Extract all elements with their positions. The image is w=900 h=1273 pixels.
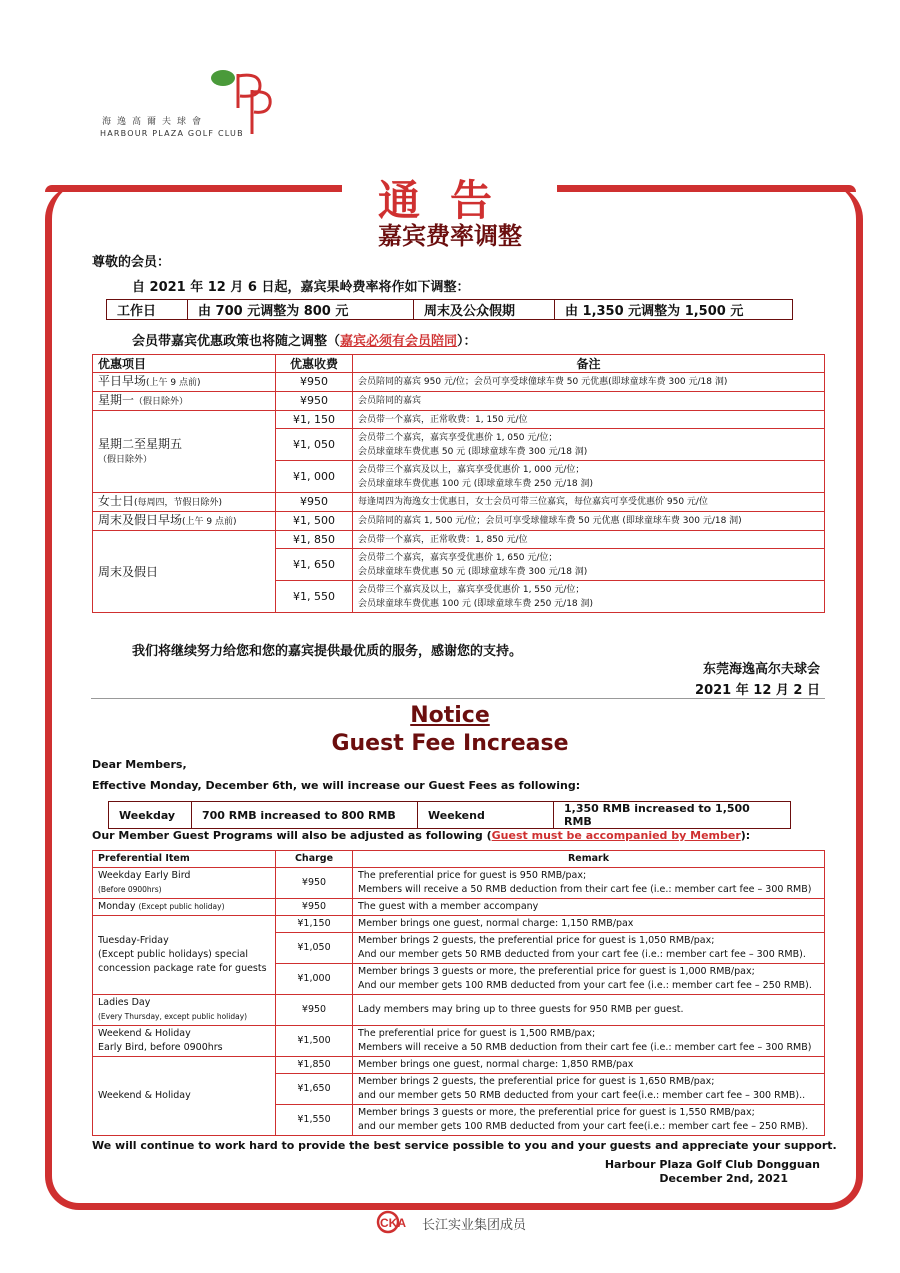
date-cn: 2021 年 12 月 2 日 <box>695 683 820 698</box>
row-charge: ¥1, 850 <box>276 531 353 549</box>
row-charge: ¥1, 650 <box>276 549 353 581</box>
row-remark: 会员带一个嘉宾，正常收费：1, 150 元/位 <box>353 411 825 429</box>
rate-weekend-label-en: Weekend <box>418 802 554 829</box>
row-charge: ¥950 <box>276 995 353 1026</box>
row-remark: Member brings one guest, normal charge: 1,850 RMB/pax <box>353 1057 825 1074</box>
row-label: 星期二至星期五 （假日除外） <box>93 411 276 493</box>
row-charge: ¥1, 050 <box>276 429 353 461</box>
policy-red-en: Guest must be accompanied by Member <box>491 829 741 842</box>
row-remark: 每逢周四为海逸女士优惠日，女士会员可带三位嘉宾，每位嘉宾可享受优惠价 950 元/位 <box>353 493 825 512</box>
table-header-charge: 优惠收费 <box>276 355 353 373</box>
policy-post-cn: ）： <box>457 334 477 349</box>
footer <box>376 1210 536 1234</box>
cka-logo-text: CKA <box>380 1216 406 1230</box>
row-charge: ¥1,850 <box>276 1057 353 1074</box>
rate-weekend-label: 周末及公众假期 <box>414 300 555 320</box>
row-charge: ¥1,000 <box>276 964 353 995</box>
rate-weekend-value-en: 1,350 RMB increased to 1,500 RMB <box>554 802 791 829</box>
policy-line-en <box>92 829 750 842</box>
row-remark: Member brings 2 guests, the preferential price for guest is 1,050 RMB/pax; And our member gets 50 RMB deducted from your cart fee (i.e.: member cart fee – 300 RMB). <box>353 933 825 964</box>
rate-weekday-label: 工作日 <box>107 300 188 320</box>
row-charge: ¥1,650 <box>276 1074 353 1105</box>
row-label: Monday (Except public holiday) <box>93 899 276 916</box>
closing-cn: 我们将继续努力给您和您的嘉宾提供最优质的服务，感谢您的支持。 <box>132 644 523 659</box>
rate-weekday-value: 由 700 元调整为 800 元 <box>188 300 414 320</box>
greeting-cn: 尊敬的会员： <box>92 255 171 270</box>
row-remark: 会员带二个嘉宾，嘉宾享受优惠价 1, 050 元/位； 会员球童球车费优惠 50 元 (即球童球车费 300 元/18 洞) <box>353 429 825 461</box>
policy-pre-cn: 会员带嘉宾优惠政策也将随之调整（ <box>132 334 341 349</box>
row-remark: Lady members may bring up to three guests for 950 RMB per guest. <box>353 995 825 1026</box>
table-row <box>93 868 825 899</box>
row-remark: 会员带一个嘉宾，正常收费：1, 850 元/位 <box>353 531 825 549</box>
footer-text: 长江实业集团成员 <box>422 1218 527 1233</box>
table-row <box>93 899 825 916</box>
table-row <box>93 411 825 429</box>
row-charge: ¥950 <box>276 392 353 411</box>
table-header-charge-en: Charge <box>276 851 353 868</box>
row-remark: Member brings one guest, normal charge: 1,150 RMB/pax <box>353 916 825 933</box>
signature-cn: 东莞海逸高尔夫球会 <box>702 662 820 677</box>
row-charge: ¥1, 000 <box>276 461 353 493</box>
signature-en: Harbour Plaza Golf Club Dongguan <box>604 1158 820 1171</box>
row-remark: The preferential price for guest is 1,500 RMB/pax; Members will receive a 50 RMB deduction from their cart fee (i.e.: member cart fee – 300 RMB) <box>353 1026 825 1057</box>
cka-logo-icon <box>376 1210 418 1234</box>
row-charge: ¥950 <box>276 373 353 392</box>
row-charge: ¥950 <box>276 868 353 899</box>
logo-english-text: HARBOUR PLAZA GOLF CLUB <box>100 129 244 138</box>
policy-post-en: ): <box>740 829 751 842</box>
row-remark: The guest with a member accompany <box>353 899 825 916</box>
policy-line-cn <box>132 330 477 349</box>
intro-cn: 自 2021 年 12 月 6 日起，嘉宾果岭费率将作如下调整： <box>132 280 470 295</box>
rate-table-en <box>108 801 791 829</box>
rate-weekend-value: 由 1,350 元调整为 1,500 元 <box>555 300 793 320</box>
row-charge: ¥950 <box>276 493 353 512</box>
row-label: 女士日(每周四，节假日除外) <box>93 493 276 512</box>
row-remark: The preferential price for guest is 950 RMB/pax; Members will receive a 50 RMB deduction from their cart fee (i.e.: member cart fee – 300 RMB) <box>353 868 825 899</box>
row-label: Weekday Early Bird (Before 0900hrs) <box>93 868 276 899</box>
row-charge: ¥1,150 <box>276 916 353 933</box>
intro-en: Effective Monday, December 6th, we will increase our Guest Fees as following: <box>92 779 581 792</box>
table-row <box>93 1026 825 1057</box>
date-en: December 2nd, 2021 <box>659 1172 788 1185</box>
row-label: Ladies Day (Every Thursday, except public holiday) <box>93 995 276 1026</box>
row-charge: ¥950 <box>276 899 353 916</box>
notice-title-en: Notice <box>410 703 490 728</box>
notice-title-cn: 通告 <box>377 176 522 225</box>
row-label: 周末及假日 <box>93 531 276 613</box>
row-remark: 会员陪同的嘉宾 1, 500 元/位；会员可享受球僮球车费 50 元优惠 (即球童球车费 300 元/18 洞) <box>353 512 825 531</box>
rate-weekday-label-en: Weekday <box>109 802 192 829</box>
row-label: Tuesday-Friday (Except public holidays) special concession package rate for guests <box>93 916 276 995</box>
table-header-remark: 备注 <box>353 355 825 373</box>
row-remark: 会员陪同的嘉宾 <box>353 392 825 411</box>
section-divider <box>91 698 825 699</box>
row-label: 周末及假日早场(上午 9 点前) <box>93 512 276 531</box>
row-remark: Member brings 2 guests, the preferential price for guest is 1,650 RMB/pax; and our member gets 50 RMB deducted from your cart fee(i.e.: member cart fee – 300 RMB).. <box>353 1074 825 1105</box>
row-charge: ¥1, 550 <box>276 581 353 613</box>
table-row <box>93 1057 825 1074</box>
table-row <box>93 512 825 531</box>
row-label: 平日早场(上午 9 点前) <box>93 373 276 392</box>
greeting-en: Dear Members, <box>92 758 187 771</box>
row-remark: 会员带三个嘉宾及以上，嘉宾享受优惠价 1, 000 元/位； 会员球童球车费优惠 100 元 (即球童球车费 250 元/18 洞) <box>353 461 825 493</box>
table-row <box>93 916 825 933</box>
row-label: Weekend & Holiday <box>93 1057 276 1136</box>
closing-en: We will continue to work hard to provide the best service possible to you and your guests and appreciate your support. <box>92 1139 837 1152</box>
row-remark: Member brings 3 guests or more, the preferential price for guest is 1,550 RMB/pax; and our member gets 100 RMB deducted from your cart fee(i.e.: member cart fee – 250 RMB). <box>353 1105 825 1136</box>
notice-subtitle-cn: 嘉宾费率调整 <box>378 222 522 250</box>
row-charge: ¥1,550 <box>276 1105 353 1136</box>
table-row <box>93 493 825 512</box>
policy-red-cn: 嘉宾必须有会员陪同 <box>340 334 458 349</box>
row-charge: ¥1, 500 <box>276 512 353 531</box>
row-charge: ¥1,500 <box>276 1026 353 1057</box>
guest-fee-table-cn <box>92 354 825 613</box>
guest-fee-table-en <box>92 850 825 1136</box>
row-label: Weekend & Holiday Early Bird, before 0900hrs <box>93 1026 276 1057</box>
row-charge: ¥1, 150 <box>276 411 353 429</box>
notice-subtitle-en: Guest Fee Increase <box>331 731 569 756</box>
row-remark: 会员带二个嘉宾，嘉宾享受优惠价 1, 650 元/位； 会员球童球车费优惠 50 元 (即球童球车费 300 元/18 洞) <box>353 549 825 581</box>
row-remark: 会员带三个嘉宾及以上，嘉宾享受优惠价 1, 550 元/位； 会员球童球车费优惠 100 元 (即球童球车费 250 元/18 洞) <box>353 581 825 613</box>
rate-table-cn <box>106 299 793 320</box>
table-row <box>93 392 825 411</box>
row-label: 星期一（假日除外） <box>93 392 276 411</box>
logo-chinese-text: 海逸高爾夫球會 <box>102 117 208 127</box>
table-header-item: 优惠项目 <box>93 355 276 373</box>
table-row <box>93 995 825 1026</box>
table-row <box>93 531 825 549</box>
policy-pre-en: Our Member Guest Programs will also be adjusted as following ( <box>92 829 492 842</box>
table-row <box>93 373 825 392</box>
row-charge: ¥1,050 <box>276 933 353 964</box>
rate-weekday-value-en: 700 RMB increased to 800 RMB <box>192 802 418 829</box>
table-header-item-en: Preferential Item <box>93 851 276 868</box>
row-remark: 会员陪同的嘉宾 950 元/位；会员可享受球僮球车费 50 元优惠(即球童球车费 300 元/18 洞) <box>353 373 825 392</box>
table-header-remark-en: Remark <box>353 851 825 868</box>
row-remark: Member brings 3 guests or more, the preferential price for guest is 1,000 RMB/pax; And our member gets 100 RMB deducted from your cart fee (i.e.: member cart fee – 250 RMB). <box>353 964 825 995</box>
